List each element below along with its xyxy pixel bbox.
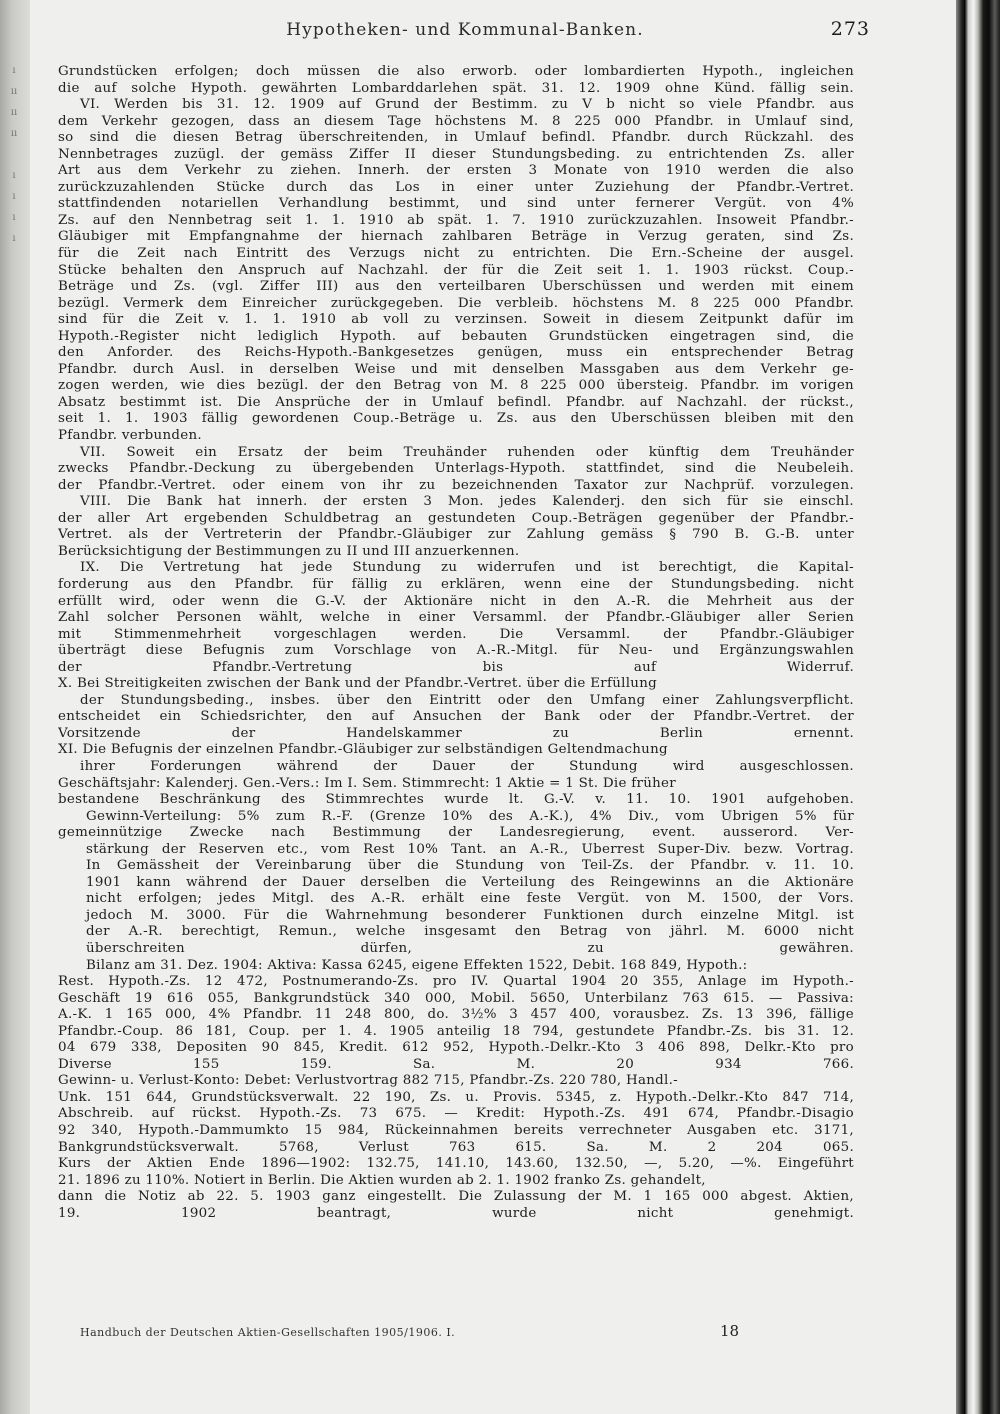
text-line: für die Zeit nach Eintritt des Verzugs nicht zu entrichten. Die Ern.-Scheine der ausgel. — [58, 246, 854, 262]
text-line: zwecks Pfandbr.-Deckung zu übergebenden Unterlags-Hypoth. stattfindet, sind die Neubeleih. — [58, 461, 854, 477]
text-line: entscheidet ein Schiedsrichter, den auf Ansuchen der Bank oder der Pfandbr.-Vertret. der — [58, 709, 854, 725]
text-line: sind für die Zeit v. 1. 1. 1910 ab voll zu verzinsen. Soweit in diesem Zeitpunkt dafür im — [58, 312, 854, 328]
text-line: VI. Werden bis 31. 12. 1909 auf Grund der Bestimm. zu V b nicht so viele Pfandbr. aus — [80, 97, 854, 113]
text-line: bezügl. Vermerk dem Einreicher zurückgegeben. Die verbleib. höchstens M. 8 225 000 Pfandbr. — [58, 295, 854, 311]
text-line: VIII. Die Bank hat innerh. der ersten 3 Mon. jedes Kalenderj. den sich für sie einschl. — [80, 494, 854, 510]
text-line: Pfandbr.-Coup. 86 181, Coup. per 1. 4. 1905 anteilig 18 794, gestundete Pfandbr.-Zs. bis 31. 12. — [58, 1023, 854, 1039]
text-line: Gläubiger mit Empfangnahme der hiernach zahlbaren Beträge in Verzug geraten, sind Zs. — [58, 229, 854, 245]
text-line: Geschäftsjahr: Kalenderj. Gen.-Vers.: Im I. Sem. Stimmrecht: 1 Aktie = 1 St. Die früher — [58, 775, 676, 791]
text-line: die auf solche Hypoth. gewährten Lombarddarlehen spät. 31. 12. 1909 ohne Künd. fällig sein. — [58, 80, 854, 96]
text-line: Rest. Hypoth.-Zs. 12 472, Postnumerando-Zs. pro IV. Quartal 1904 20 355, Anlage im Hypoth.- — [58, 974, 854, 990]
page-number: 273 — [830, 18, 870, 40]
left-page-edge — [0, 0, 30, 1414]
text-line: Hypoth.-Register nicht lediglich Hypoth. auf bebauten Grundstücken eingetragen sind, die — [58, 328, 854, 344]
text-line: stärkung der Reserven etc., vom Rest 10% Tant. an A.-R., Überrest Super-Div. bezw. Vortrag. — [86, 841, 854, 857]
text-line: Beträge und Zs. (vgl. Ziffer III) aus den verteilbaren Überschüssen und werden mit einem — [58, 279, 854, 295]
text-line: Abschreib. auf rückst. Hypoth.-Zs. 73 675. — Kredit: Hypoth.-Zs. 491 674, Pfandbr.-Disagio — [58, 1106, 854, 1122]
text-line: 21. 1896 zu 110%. Notiert in Berlin. Die Aktien wurden ab 2. 1. 1902 franko Zs. gehandelt, — [58, 1172, 706, 1188]
body-text — [58, 64, 854, 1222]
text-line: der Pfandbr.-Vertretung bis auf Widerruf. — [58, 659, 854, 675]
text-line: überschreiten dürfen, zu gewähren. — [86, 940, 854, 956]
text-line: Vorsitzende der Handelskammer zu Berlin ernennt. — [58, 725, 854, 741]
text-line: VII. Soweit ein Ersatz der beim Treuhänder ruhenden oder künftig dem Treuhänder — [80, 444, 854, 460]
text-line: der Stundungsbeding., insbes. über den Eintritt oder den Umfang einer Zahlungsverpflicht. — [80, 692, 854, 708]
text-line: erfüllt wird, oder wenn die G.-V. der Aktionäre nicht in den A.-R. die Mehrheit aus der — [58, 593, 854, 609]
text-line: 04 679 338, Depositen 90 845, Kredit. 612 952, Hypoth.-Delkr.-Kto 3 406 898, Delkr.-Kto pro — [58, 1040, 854, 1056]
text-line: Kurs der Aktien Ende 1896—1902: 132.75, 141.10, 143.60, 132.50, —, 5.20, —%. Eingeführt — [58, 1156, 854, 1172]
signature-mark: 18 — [720, 1322, 740, 1340]
text-line: Geschäft 19 616 055, Bankgrundstück 340 000, Mobil. 5650, Unterbilanz 763 615. — Passiva: — [58, 990, 854, 1006]
text-line: Zahl solcher Personen wählt, welche in einer Versamml. der Pfandbr.-Gläubiger aller Serien — [58, 610, 854, 626]
text-line: Gewinn-Verteilung: 5% zum R.-F. (Grenze 10% des A.-K.), 4% Div., vom Übrigen 5% für — [86, 808, 854, 824]
footer-source-line: Handbuch der Deutschen Aktien-Gesellschaften 1905/1906. I. — [80, 1326, 456, 1339]
text-line: Stücke behalten den Anspruch auf Nachzahl. der für die Zeit seit 1. 1. 1903 rückst. Coup.- — [58, 262, 854, 278]
text-line: 19. 1902 beantragt, wurde nicht genehmigt. — [58, 1205, 854, 1221]
text-line: den Anforder. des Reichs-Hypoth.-Bankgesetzes genügen, muss ein entsprechender Betrag — [58, 345, 854, 361]
text-line: mit Stimmenmehrheit vorgeschlagen werden. Die Versamml. der Pfandbr.-Gläubiger — [58, 626, 854, 642]
text-line: jedoch M. 3000. Für die Wahrnehmung besonderer Funktionen durch einzelne Mitgl. ist — [86, 907, 854, 923]
text-line: überträgt diese Befugnis zum Vorschlage von A.-R.-Mitgl. für Neu- und Ergänzungswahlen — [58, 643, 854, 659]
text-line: Unk. 151 644, Grundstücksverwalt. 22 190, Zs. u. Provis. 5345, z. Hypoth.-Delkr.-Kto 847 714, — [58, 1089, 854, 1105]
text-line: Pfandbr. durch Ausl. in derselben Weise und mit denselben Massgaben aus dem Verkehr ge- — [58, 361, 854, 377]
text-line: seit 1. 1. 1903 fällig gewordenen Coup.-Beträge u. Zs. aus den Überschüssen bleiben mit den — [58, 411, 854, 427]
text-line: Gewinn- u. Verlust-Konto: Debet: Verlustvortrag 882 715, Pfandbr.-Zs. 220 780, Handl.- — [58, 1073, 678, 1089]
left-margin-marks: ı ıı ıı ıı ı ı ı ı — [10, 65, 18, 244]
text-line: Bankgrundstücksverwalt. 5768, Verlust 763 615. Sa. M. 2 204 065. — [58, 1139, 854, 1155]
text-line: der A.-R. berechtigt, Remun., welche insgesamt den Betrag von jährl. M. 6000 nicht — [86, 924, 854, 940]
text-line: der Pfandbr.-Vertret. oder einem von ihr zu bezeichnenden Taxator zur Nachprüf. vorzulegen. — [58, 477, 854, 493]
text-line: Grundstücken erfolgen; doch müssen die also erworb. oder lombardierten Hypoth., ingleichen — [58, 64, 854, 79]
text-line: dann die Notiz ab 22. 5. 1903 ganz eingestellt. Die Zulassung der M. 1 165 000 abgest. Aktien, — [58, 1189, 854, 1205]
running-head: Hypotheken- und Kommunal-Banken. — [286, 20, 644, 40]
text-line: Absatz bestimmt ist. Die Ansprüche der in Umlauf befindl. Pfandbr. auf Nachzahl. der rückst., — [58, 394, 854, 410]
text-line: bestandene Beschränkung des Stimmrechtes wurde lt. G.-V. v. 11. 10. 1901 aufgehoben. — [58, 792, 854, 808]
text-line: In Gemässheit der Vereinbarung über die Stundung von Teil-Zs. der Pfandbr. v. 11. 10. — [86, 858, 854, 874]
book-binding-edge — [956, 0, 1000, 1414]
text-line: XI. Die Befugnis der einzelnen Pfandbr.-Gläubiger zur selbständigen Geltendmachung — [58, 742, 668, 758]
text-line: Berücksichtigung der Bestimmungen zu II und III anzuerkennen. — [58, 543, 520, 559]
text-line: A.-K. 1 165 000, 4% Pfandbr. 11 248 800, do. 3½% 3 457 400, vorausbez. Zs. 13 396, fällige — [58, 1007, 854, 1023]
text-line: stattfindenden notariellen Verhandlung bestimmt, und sind unter fernerer Vergüt. von 4% — [58, 196, 854, 212]
text-line: 1901 kann während der Dauer derselben die Verteilung des Reingewinns an die Aktionäre — [86, 874, 854, 890]
text-line: Diverse 155 159. Sa. M. 20 934 766. — [58, 1056, 854, 1072]
page-header — [60, 14, 870, 48]
text-line: IX. Die Vertretung hat jede Stundung zu widerrufen und ist berechtigt, die Kapital- — [80, 560, 854, 576]
text-line: X. Bei Streitigkeiten zwischen der Bank und der Pfandbr.-Vertret. über die Erfüllung — [58, 676, 658, 692]
text-line: gemeinnützige Zwecke nach Bestimmung der Landesregierung, event. ausserord. Ver- — [58, 825, 854, 841]
text-line: zurückzuzahlenden Stücke durch das Los in einer unter Zuziehung der Pfandbr.-Vertret. — [58, 179, 854, 195]
text-line: dem Verkehr gezogen, dass an diesem Tage höchstens M. 8 225 000 Pfandbr. in Umlauf sind, — [58, 113, 854, 129]
text-line: ihrer Forderungen während der Dauer der Stundung wird ausgeschlossen. — [80, 758, 854, 774]
text-line: nicht erfolgen; jedes Mitgl. des A.-R. erhält eine feste Vergüt. von M. 1500, der Vors. — [86, 891, 854, 907]
page-footer — [80, 1322, 780, 1346]
text-line: Zs. auf den Nennbetrag seit 1. 1. 1910 ab spät. 1. 7. 1910 zurückzuzahlen. Insoweit Pfandbr.- — [58, 212, 854, 228]
text-line: der aller Art ergebenden Schuldbetrag an gestundeten Coup.-Beträgen gegenüber der Pfandbr.- — [58, 510, 854, 526]
text-line: forderung aus den Pfandbr. für fällig zu erklären, wenn eine der Stundungsbeding. nicht — [58, 576, 854, 592]
text-line: Pfandbr. verbunden. — [58, 428, 202, 444]
text-line: Bilanz am 31. Dez. 1904: Aktiva: Kassa 6245, eigene Effekten 1522, Debit. 168 849, Hypoth.: — [86, 957, 748, 973]
text-line: 92 340, Hypoth.-Dammumkto 15 984, Rückeinnahmen bereits verrechneter Ausgaben etc. 3171, — [58, 1123, 854, 1138]
text-line: Art aus dem Verkehr zu ziehen. Innerh. der ersten 3 Monate von 1910 werden die also — [58, 163, 854, 179]
text-line: so sind die diesen Betrag überschreitenden, in Umlauf befindl. Pfandbr. durch Rückzahl. des — [58, 130, 854, 146]
text-line: Vertret. als der Vertreterin der Pfandbr.-Gläubiger zur Zahlung gemäss § 790 B. G.-B. unter — [58, 527, 854, 543]
text-line: zogen werden, wie dies bezügl. der den Betrag von M. 8 225 000 übersteig. Pfandbr. im vorigen — [58, 378, 854, 394]
text-line: Nennbetrages zuzügl. der gemäss Ziffer II dieser Stundungsbeding. zu entrichtenden Zs. aller — [58, 146, 854, 162]
